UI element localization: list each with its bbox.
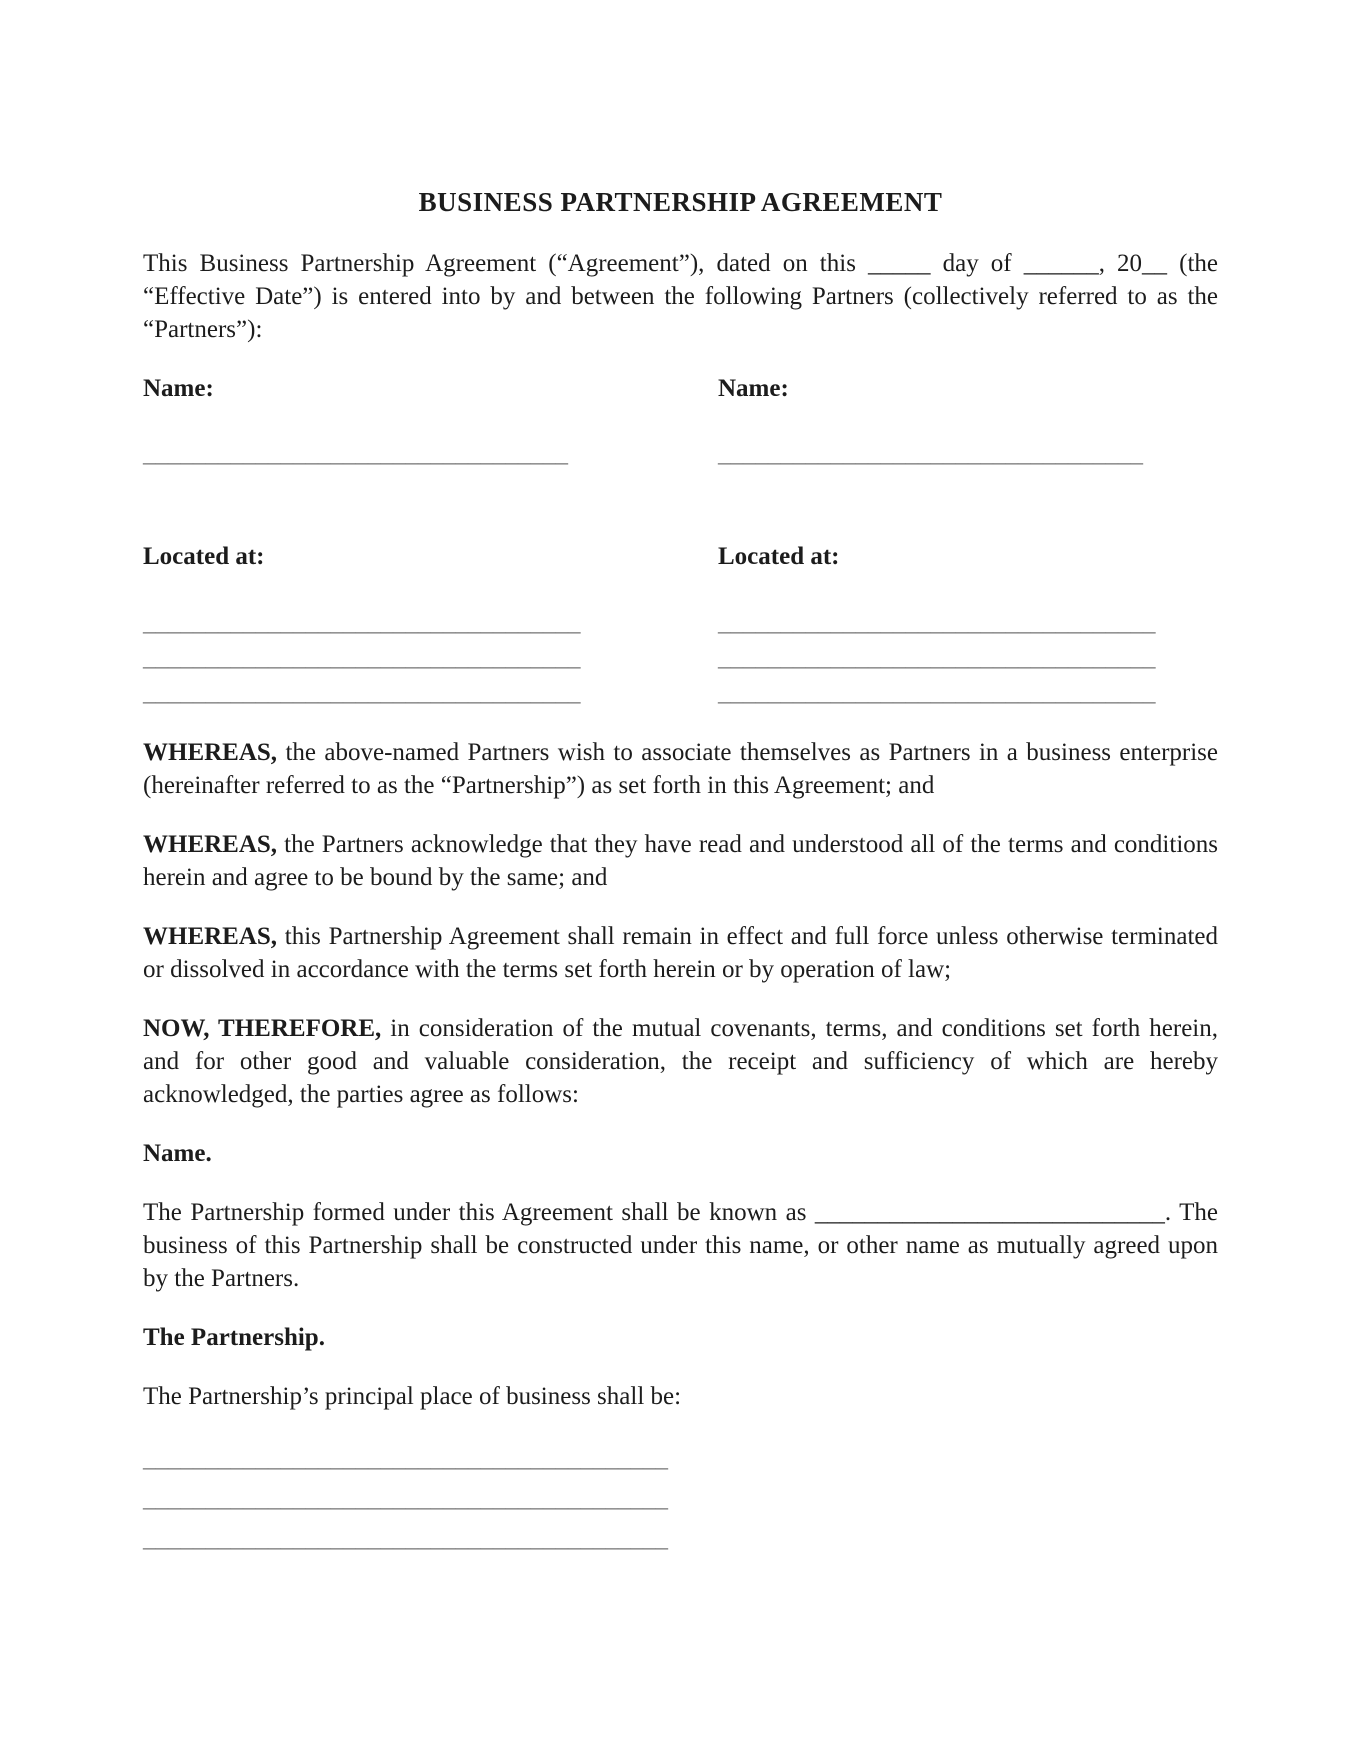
- partner1-address-line-3: ___________________________________: [143, 679, 581, 706]
- partner1-name-label: Name:: [143, 375, 214, 402]
- name-section-text-1: The Partnership formed under this Agreement shall be known as: [143, 1199, 815, 1226]
- whereas-3-lead: WHEREAS,: [143, 923, 278, 950]
- intro-text-1: This Business Partnership Agreement (“Agreement”), dated on this: [143, 250, 869, 277]
- partner2-located-label: Located at:: [718, 543, 840, 570]
- now-therefore-paragraph: [143, 1012, 1218, 1111]
- partner1-located-label: Located at:: [143, 543, 265, 570]
- whereas-2-lead: WHEREAS,: [143, 831, 278, 858]
- year-blank-field: __: [1142, 250, 1168, 277]
- partner2-name-field: __________________________________: [718, 440, 1143, 467]
- document-title: BUSINESS PARTNERSHIP AGREEMENT: [418, 187, 943, 217]
- whereas-2-text: the Partners acknowledge that they have read and understood all of the terms and conditions herein and agree to be bound by the same; and: [143, 831, 1218, 891]
- partner1-address-fields: [143, 605, 718, 710]
- day-blank-field: _____: [868, 250, 931, 277]
- partnership-name-field: ____________________________: [814, 1199, 1165, 1226]
- principal-address-fields: [143, 1439, 1218, 1559]
- whereas-clause-2: [143, 828, 1218, 894]
- partner1-address-line-2: ___________________________________: [143, 644, 581, 671]
- now-therefore-lead: NOW, THEREFORE,: [143, 1015, 382, 1042]
- whereas-3-text: this Partnership Agreement shall remain in effect and full force unless otherwise terminated or dissolved in accordance with the terms set forth herein or by operation of law;: [143, 923, 1218, 983]
- principal-address-line-1: __________________________________________: [143, 1445, 668, 1472]
- partner2-address-line-3: ___________________________________: [718, 679, 1156, 706]
- partner2-address-fields: [718, 605, 1218, 710]
- name-section-paragraph: [143, 1196, 1218, 1295]
- partner1-name-field: __________________________________: [143, 440, 568, 467]
- principal-address-line-3: __________________________________________: [143, 1525, 668, 1552]
- partnership-section-heading: The Partnership.: [143, 1324, 325, 1351]
- partner-address-fields-row: [143, 605, 1218, 710]
- intro-paragraph: [143, 247, 1218, 346]
- intro-text-4: (the “Effective Date”) is entered into by and between the following Partners (collectively referred to as the “Partners”):: [143, 250, 1219, 343]
- whereas-1-lead: WHEREAS,: [143, 739, 278, 766]
- partner2-address-line-2: ___________________________________: [718, 644, 1156, 671]
- partner2-address-line-1: ___________________________________: [718, 609, 1156, 636]
- partner-located-labels-row: [143, 540, 1218, 573]
- name-section-text-2: . The business of this Partnership shall be constructed under this name, or other name as mutually agreed upon by the Partners.: [143, 1199, 1218, 1292]
- partner-name-fields-row: [143, 437, 1218, 470]
- name-section-heading: Name.: [143, 1140, 212, 1167]
- intro-text-2: day of: [930, 250, 1024, 277]
- principal-address-line-2: __________________________________________: [143, 1485, 668, 1512]
- partner2-name-label: Name:: [718, 375, 789, 402]
- partner1-address-line-1: ___________________________________: [143, 609, 581, 636]
- intro-text-3: , 20: [1098, 250, 1143, 277]
- month-blank-field: ______: [1023, 250, 1099, 277]
- whereas-clause-1: [143, 736, 1218, 802]
- partner-name-labels-row: [143, 372, 1218, 405]
- whereas-1-text: the above-named Partners wish to associate themselves as Partners in a business enterprise (hereinafter referred to as the “Partnership”) as set forth in this Agreement; and: [143, 739, 1218, 799]
- now-therefore-text: in consideration of the mutual covenants, terms, and conditions set forth herein, and for other good and valuable consideration, the receipt and sufficiency of which are hereby acknowledged, the parties agree as follows:: [143, 1015, 1218, 1108]
- whereas-clause-3: [143, 920, 1218, 986]
- principal-place-paragraph: The Partnership’s principal place of business shall be:: [143, 1383, 682, 1410]
